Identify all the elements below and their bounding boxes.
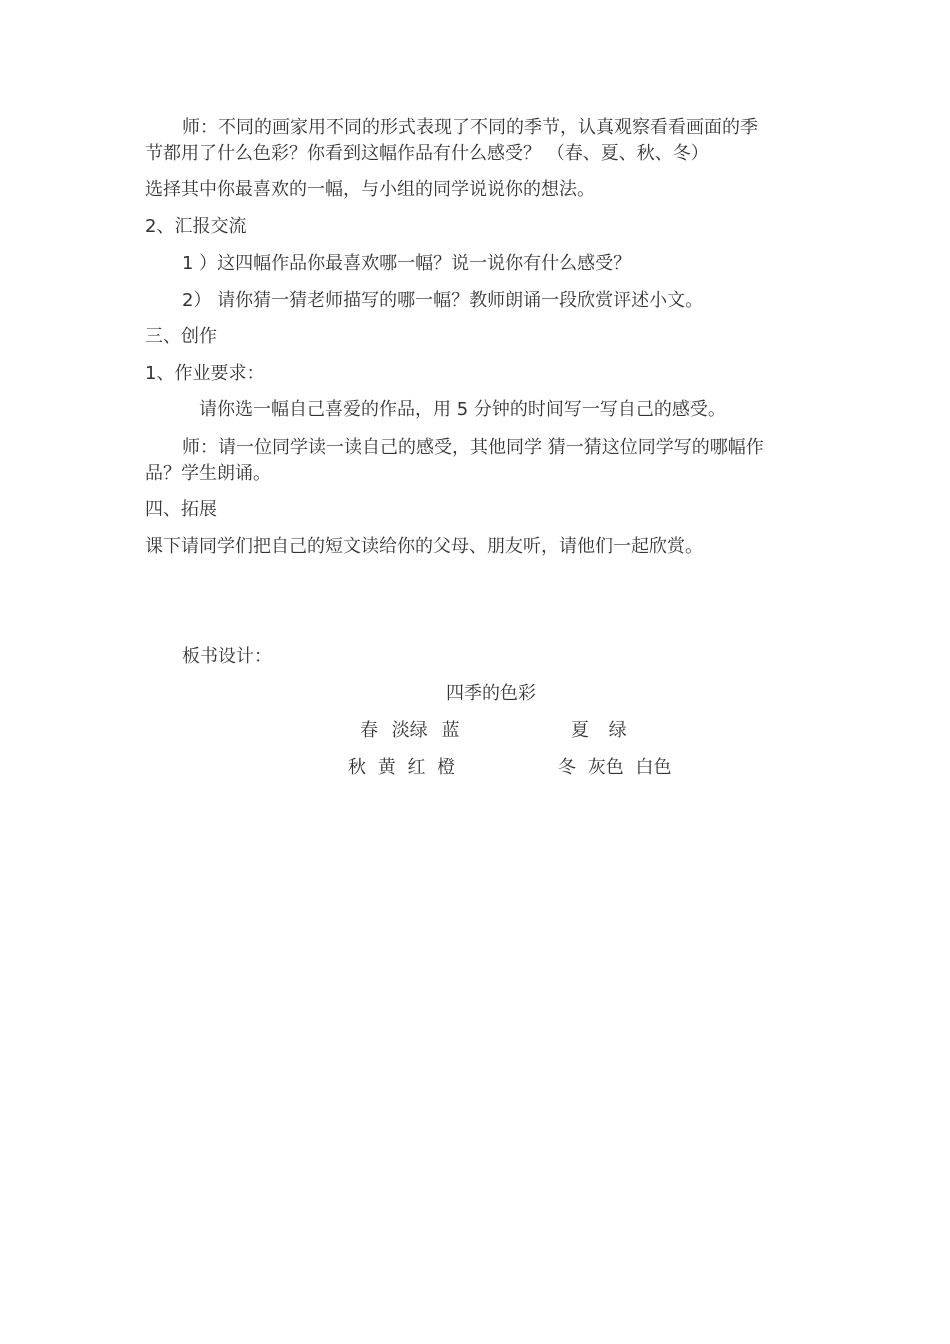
board-spring-colors: 春 淡绿 蓝: [360, 720, 460, 741]
board-title: 四季的色彩: [446, 683, 536, 704]
teacher-question-line-1: 师：不同的画家用不同的形式表现了不同的季节，认真观察看看画面的季: [182, 117, 758, 138]
heading-extend: 四、拓展: [145, 499, 217, 520]
heading-report: 2、汇报交流: [145, 216, 247, 237]
board-design-label: 板书设计：: [182, 646, 272, 667]
board-winter-colors: 冬 灰色 白色: [558, 757, 672, 778]
group-discussion-text: 选择其中你最喜欢的一幅，与小组的同学说说你的想法。: [145, 179, 595, 200]
question-2: 2） 请你猜一猜老师描写的哪一幅？教师朗诵一段欣赏评述小文。: [182, 290, 704, 311]
teacher-instruction-line-1: 师：请一位同学读一读自己的感受，其他同学 猜一猜这位同学写的哪幅作: [182, 437, 764, 458]
heading-homework: 1、作业要求：: [145, 363, 265, 384]
extend-text: 课下请同学们把自己的短文读给你的父母、朋友听，请他们一起欣赏。: [145, 536, 703, 557]
board-autumn-colors: 秋 黄 红 橙: [348, 757, 456, 778]
teacher-question-line-2: 节都用了什么色彩？你看到这幅作品有什么感受？ （春、夏、秋、冬）: [145, 143, 709, 164]
board-summer-colors: 夏 绿: [571, 720, 627, 741]
homework-text: 请你选一幅自己喜爱的作品，用 5 分钟的时间写一写自己的感受。: [199, 399, 726, 420]
question-1: 1 ）这四幅作品你最喜欢哪一幅？说一说你有什么感受？: [182, 253, 632, 274]
teacher-instruction-line-2: 品？学生朗诵。: [145, 463, 271, 484]
heading-create: 三、创作: [145, 326, 217, 347]
